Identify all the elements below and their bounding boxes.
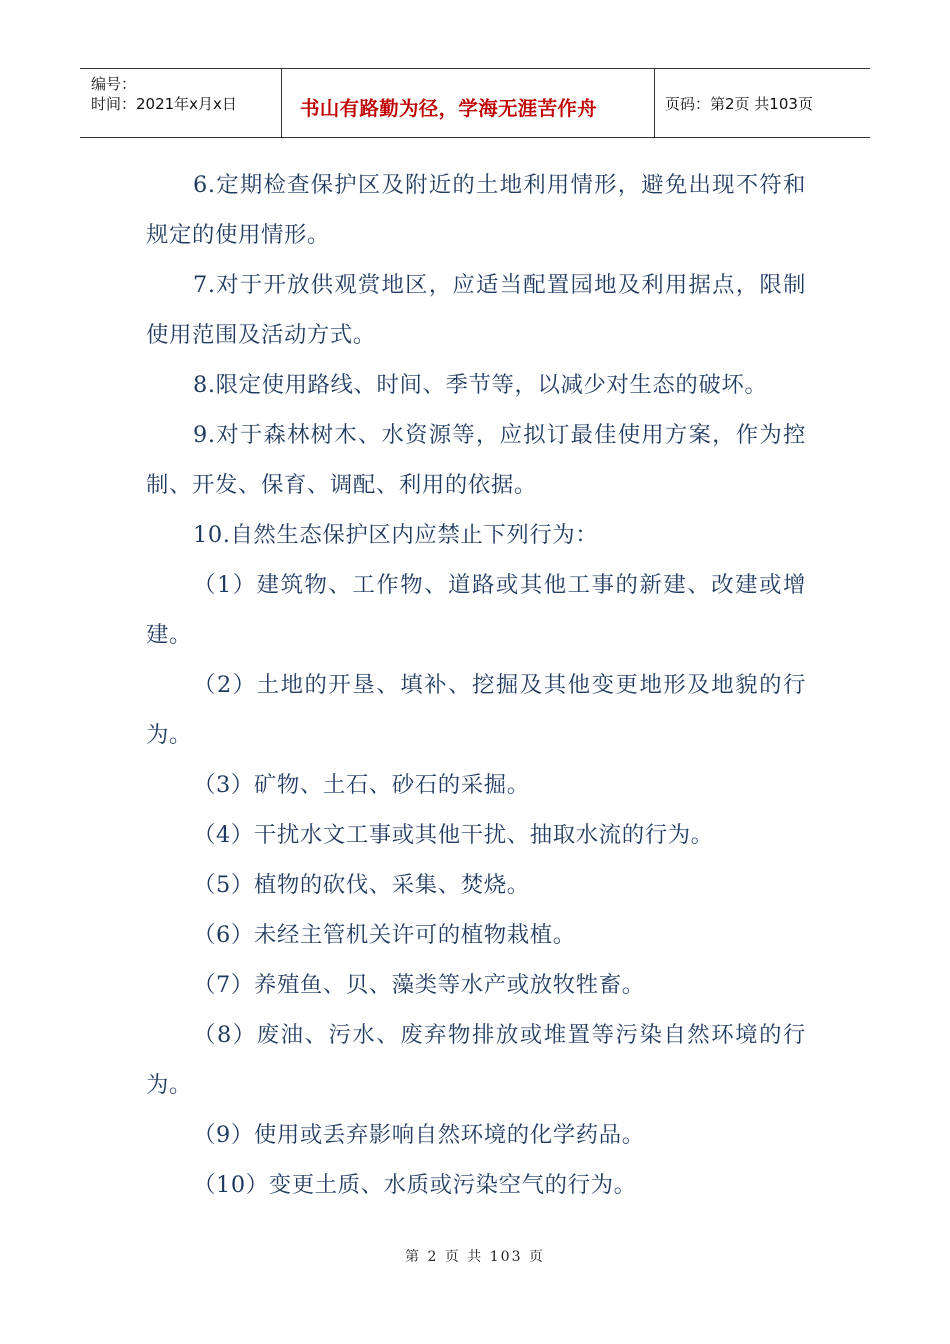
list-item: （1）建筑物、工作物、道路或其他工事的新建、改建或增建。 xyxy=(146,572,806,648)
header-right-cell xyxy=(655,69,870,137)
list-item: （2）土地的开垦、填补、挖掘及其他变更地形及地貌的行为。 xyxy=(146,672,806,748)
header-left-cell xyxy=(80,69,282,137)
header-middle-cell xyxy=(282,69,655,137)
header-motto: 书山有路勤为径，学海无涯苦作舟 xyxy=(300,97,598,120)
list-item: （4）干扰水文工事或其他干扰、抽取水流的行为。 xyxy=(193,822,714,848)
serial-number-label: 编号： xyxy=(91,75,137,93)
paragraph: 9.对于森林树木、水资源等，应拟订最佳使用方案，作为控制、开发、保育、调配、利用的依据。 xyxy=(146,422,806,498)
paragraph: 7.对于开放供观赏地区，应适当配置园地及利用据点，限制使用范围及活动方式。 xyxy=(146,272,806,348)
paragraph: 8.限定使用路线、时间、季节等，以减少对生态的破坏。 xyxy=(193,372,768,398)
list-item: （10）变更土质、水质或污染空气的行为。 xyxy=(193,1172,637,1198)
list-item: （7）养殖鱼、贝、藻类等水产或放牧牲畜。 xyxy=(193,972,645,998)
paragraph: 10.自然生态保护区内应禁止下列行为： xyxy=(193,522,599,548)
document-body xyxy=(146,160,806,1210)
paragraph: 6.定期检查保护区及附近的土地利用情形，避免出现不符和规定的使用情形。 xyxy=(146,172,806,248)
page-header xyxy=(80,68,870,138)
list-item: （6）未经主管机关许可的植物栽植。 xyxy=(193,922,576,948)
header-page-info: 页码：第2页 共103页 xyxy=(665,95,813,113)
page-footer: 第 2 页 共 103 页 xyxy=(405,1249,545,1265)
date-label: 时间：2021年x月x日 xyxy=(91,95,237,113)
list-item: （8）废油、污水、废弃物排放或堆置等污染自然环境的行为。 xyxy=(146,1022,806,1098)
list-item: （5）植物的砍伐、采集、焚烧。 xyxy=(193,872,530,898)
list-item: （9）使用或丢弃影响自然环境的化学药品。 xyxy=(193,1122,645,1148)
list-item: （3）矿物、土石、砂石的采掘。 xyxy=(193,772,530,798)
